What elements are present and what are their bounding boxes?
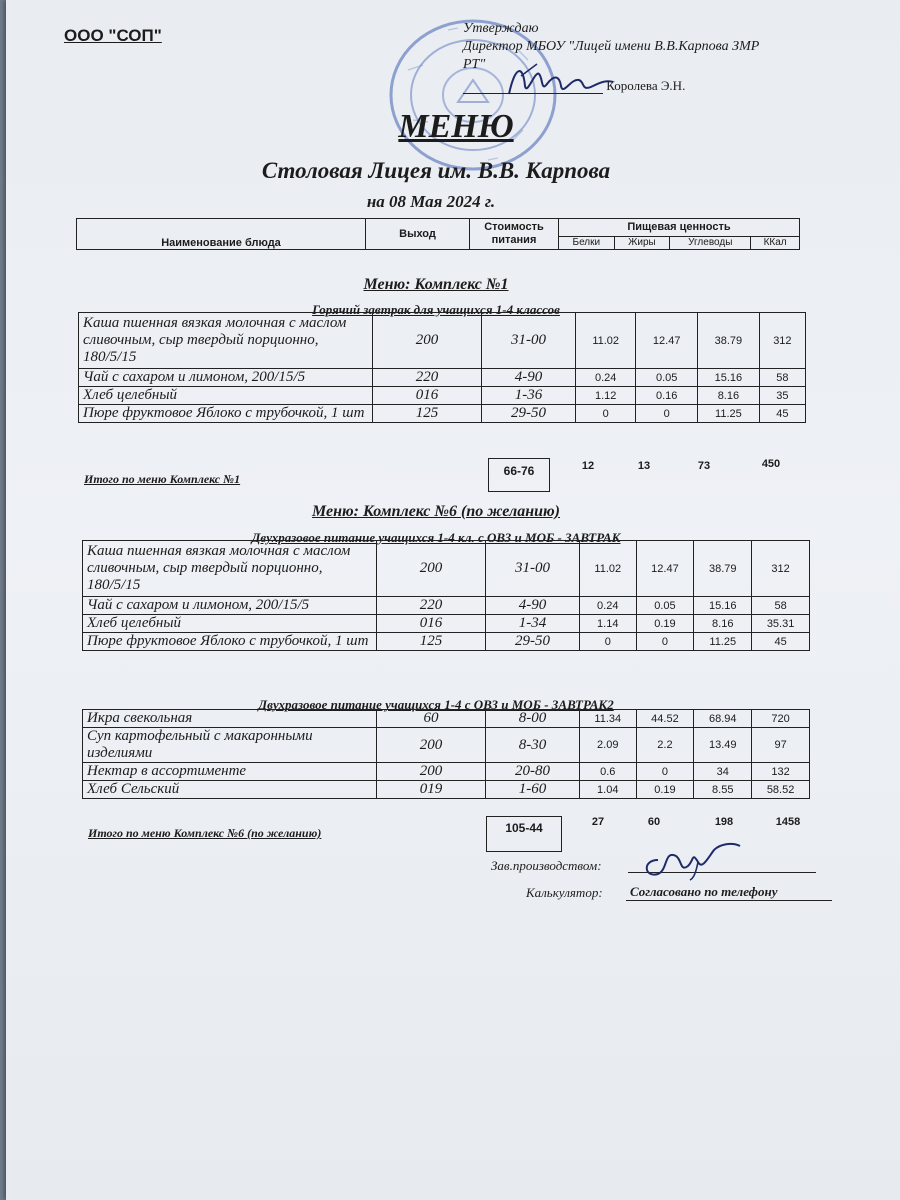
dish-fats: 12.47 bbox=[636, 313, 698, 369]
complex6-title: Меню: Комплекс №6 (по желанию) bbox=[312, 503, 560, 520]
dish-cost: 1-34 bbox=[486, 615, 580, 633]
complex6-group1-title: Двухразовое питание учащихся 1-4 кл. с ОВЗ и МОБ - ЗАВТРАК bbox=[251, 530, 621, 545]
dish-carbs: 38.79 bbox=[694, 541, 752, 597]
header-fats: Жиры bbox=[614, 236, 670, 249]
table-row bbox=[83, 541, 810, 597]
dish-proteins: 1.14 bbox=[580, 615, 637, 633]
table-row bbox=[83, 763, 810, 781]
dish-name: Хлеб Сельский bbox=[83, 781, 377, 799]
signature-line bbox=[463, 79, 603, 94]
table-row bbox=[83, 728, 810, 763]
dish-fats: 0.19 bbox=[636, 781, 694, 799]
dish-proteins: 0.24 bbox=[576, 369, 636, 387]
dish-output: 125 bbox=[373, 405, 482, 423]
dish-fats: 0 bbox=[636, 633, 694, 651]
table-row bbox=[79, 369, 806, 387]
complex6-total-cost: 105-44 bbox=[486, 816, 562, 852]
page-title: МЕНЮ bbox=[398, 108, 514, 145]
dish-kcal: 312 bbox=[759, 313, 805, 369]
dish-kcal: 35.31 bbox=[752, 615, 810, 633]
calculator-value: Согласовано по телефону bbox=[626, 884, 832, 901]
dish-name: Нектар в ассортименте bbox=[83, 763, 377, 781]
dish-carbs: 8.16 bbox=[698, 387, 760, 405]
dish-cost: 1-36 bbox=[482, 387, 576, 405]
column-header-table bbox=[76, 218, 800, 250]
dish-output: 125 bbox=[377, 633, 486, 651]
complex1-total-fats: 13 bbox=[637, 460, 651, 472]
director-title-line2: РТ" bbox=[463, 57, 486, 72]
table-row bbox=[79, 405, 806, 423]
dish-output: 200 bbox=[377, 728, 486, 763]
complex1-total-kcal: 450 bbox=[761, 458, 781, 470]
dish-cost: 29-50 bbox=[482, 405, 576, 423]
menu-date: на 08 Мая 2024 г. bbox=[366, 192, 496, 211]
header-dish-name: Наименование блюда bbox=[77, 219, 366, 250]
dish-proteins: 11.34 bbox=[580, 710, 637, 728]
dish-fats: 44.52 bbox=[636, 710, 694, 728]
dish-name: Суп картофельный с макаронными изделиями bbox=[83, 728, 377, 763]
dish-name: Каша пшенная вязкая молочная с маслом сливочным, сыр твердый порционно, 180/5/15 bbox=[83, 541, 377, 597]
dish-name: Хлеб целебный bbox=[79, 387, 373, 405]
dish-proteins: 11.02 bbox=[576, 313, 636, 369]
dish-kcal: 58 bbox=[759, 369, 805, 387]
dish-cost: 31-00 bbox=[486, 541, 580, 597]
dish-carbs: 15.16 bbox=[698, 369, 760, 387]
dish-output: 220 bbox=[377, 597, 486, 615]
table-row bbox=[83, 615, 810, 633]
dish-fats: 0.16 bbox=[636, 387, 698, 405]
dish-output: 016 bbox=[377, 615, 486, 633]
dish-name: Чай с сахаром и лимоном, 200/15/5 bbox=[79, 369, 373, 387]
dish-name: Каша пшенная вязкая молочная с маслом сливочным, сыр твердый порционно, 180/5/15 bbox=[79, 313, 373, 369]
dish-cost: 8-30 bbox=[486, 728, 580, 763]
dish-carbs: 38.79 bbox=[698, 313, 760, 369]
dish-kcal: 312 bbox=[752, 541, 810, 597]
production-signature bbox=[636, 838, 746, 882]
dish-name: Икра свекольная bbox=[83, 710, 377, 728]
organization-name: ООО "СОП" bbox=[64, 26, 162, 45]
dish-proteins: 0 bbox=[580, 633, 637, 651]
dish-fats: 0 bbox=[636, 763, 694, 781]
approve-word: Утверждаю bbox=[463, 21, 539, 36]
canteen-title: Столовая Лицея им. В.В. Карпова bbox=[261, 158, 611, 183]
director-name: Королева Э.Н. bbox=[606, 78, 686, 93]
dish-proteins: 2.09 bbox=[580, 728, 637, 763]
dish-proteins: 0.6 bbox=[580, 763, 637, 781]
dish-carbs: 15.16 bbox=[694, 597, 752, 615]
complex1-total-carbs: 73 bbox=[697, 460, 711, 472]
complex6-table2 bbox=[82, 709, 810, 799]
dish-cost: 8-00 bbox=[486, 710, 580, 728]
header-proteins: Белки bbox=[559, 236, 615, 249]
table-row bbox=[83, 710, 810, 728]
dish-carbs: 34 bbox=[694, 763, 752, 781]
dish-fats: 0 bbox=[636, 405, 698, 423]
dish-fats: 0.05 bbox=[636, 597, 694, 615]
dish-proteins: 1.12 bbox=[576, 387, 636, 405]
dish-carbs: 11.25 bbox=[694, 633, 752, 651]
dish-proteins: 0.24 bbox=[580, 597, 637, 615]
complex1-group-title: Горячий завтрак для учащихся 1-4 классов bbox=[312, 302, 560, 317]
complex6-group2-title: Двухразовое питание учащихся 1-4 с ОВЗ и МОБ - ЗАВТРАК2 bbox=[258, 697, 614, 712]
header-cost-line1: Стоимость bbox=[484, 221, 544, 233]
dish-name: Пюре фруктовое Яблоко с трубочкой, 1 шт bbox=[83, 633, 377, 651]
dish-kcal: 97 bbox=[752, 728, 810, 763]
header-carbs: Углеводы bbox=[670, 236, 751, 249]
production-label: Зав.производством: bbox=[491, 858, 602, 873]
director-title-line1: Директор МБОУ "Лицей имени В.В.Карпова ЗМР bbox=[463, 39, 760, 54]
table-row bbox=[79, 387, 806, 405]
header-nutrition: Пищевая ценность bbox=[559, 219, 800, 237]
dish-cost: 20-80 bbox=[486, 763, 580, 781]
dish-output: 200 bbox=[377, 763, 486, 781]
complex1-total-cost: 66-76 bbox=[488, 458, 550, 492]
calculator-label: Калькулятор: bbox=[526, 885, 603, 900]
complex1-table bbox=[78, 312, 806, 423]
dish-name: Пюре фруктовое Яблоко с трубочкой, 1 шт bbox=[79, 405, 373, 423]
table-row bbox=[79, 313, 806, 369]
dish-fats: 0.05 bbox=[636, 369, 698, 387]
complex6-total-carbs: 198 bbox=[714, 816, 734, 828]
dish-proteins: 1.04 bbox=[580, 781, 637, 799]
header-cost-line2: питания bbox=[491, 234, 537, 246]
dish-fats: 12.47 bbox=[636, 541, 694, 597]
dish-output: 220 bbox=[373, 369, 482, 387]
dish-carbs: 13.49 bbox=[694, 728, 752, 763]
complex6-total-fats: 60 bbox=[647, 816, 661, 828]
complex1-total-proteins: 12 bbox=[581, 460, 595, 472]
dish-cost: 4-90 bbox=[482, 369, 576, 387]
dish-kcal: 45 bbox=[752, 633, 810, 651]
dish-output: 200 bbox=[377, 541, 486, 597]
dish-kcal: 45 bbox=[759, 405, 805, 423]
dish-proteins: 11.02 bbox=[580, 541, 637, 597]
dish-carbs: 11.25 bbox=[698, 405, 760, 423]
dish-cost: 1-60 bbox=[486, 781, 580, 799]
header-kcal: ККал bbox=[751, 236, 800, 249]
complex6-table1 bbox=[82, 540, 810, 651]
complex6-total-kcal: 1458 bbox=[775, 816, 801, 828]
dish-carbs: 8.55 bbox=[694, 781, 752, 799]
table-row bbox=[83, 597, 810, 615]
complex6-total-label: Итого по меню Комплекс №6 (по желанию) bbox=[88, 826, 322, 840]
table-row bbox=[83, 633, 810, 651]
dish-kcal: 720 bbox=[752, 710, 810, 728]
dish-name: Чай с сахаром и лимоном, 200/15/5 bbox=[83, 597, 377, 615]
dish-name: Хлеб целебный bbox=[83, 615, 377, 633]
dish-fats: 2.2 bbox=[636, 728, 694, 763]
dish-carbs: 68.94 bbox=[694, 710, 752, 728]
dish-proteins: 0 bbox=[576, 405, 636, 423]
document-page bbox=[6, 0, 900, 1200]
dish-output: 016 bbox=[373, 387, 482, 405]
director-sign-row bbox=[463, 78, 703, 94]
dish-kcal: 35 bbox=[759, 387, 805, 405]
dish-kcal: 132 bbox=[752, 763, 810, 781]
complex1-title: Меню: Комплекс №1 bbox=[363, 276, 509, 293]
dish-output: 60 bbox=[377, 710, 486, 728]
header-output: Выход bbox=[366, 219, 470, 250]
dish-cost: 4-90 bbox=[486, 597, 580, 615]
dish-kcal: 58 bbox=[752, 597, 810, 615]
complex1-total-label: Итого по меню Комплекс №1 bbox=[84, 472, 241, 486]
dish-kcal: 58.52 bbox=[752, 781, 810, 799]
dish-output: 200 bbox=[373, 313, 482, 369]
dish-cost: 31-00 bbox=[482, 313, 576, 369]
table-row bbox=[83, 781, 810, 799]
complex6-total-proteins: 27 bbox=[591, 816, 605, 828]
header-cost bbox=[470, 219, 559, 250]
dish-fats: 0.19 bbox=[636, 615, 694, 633]
dish-output: 019 bbox=[377, 781, 486, 799]
dish-carbs: 8.16 bbox=[694, 615, 752, 633]
dish-cost: 29-50 bbox=[486, 633, 580, 651]
